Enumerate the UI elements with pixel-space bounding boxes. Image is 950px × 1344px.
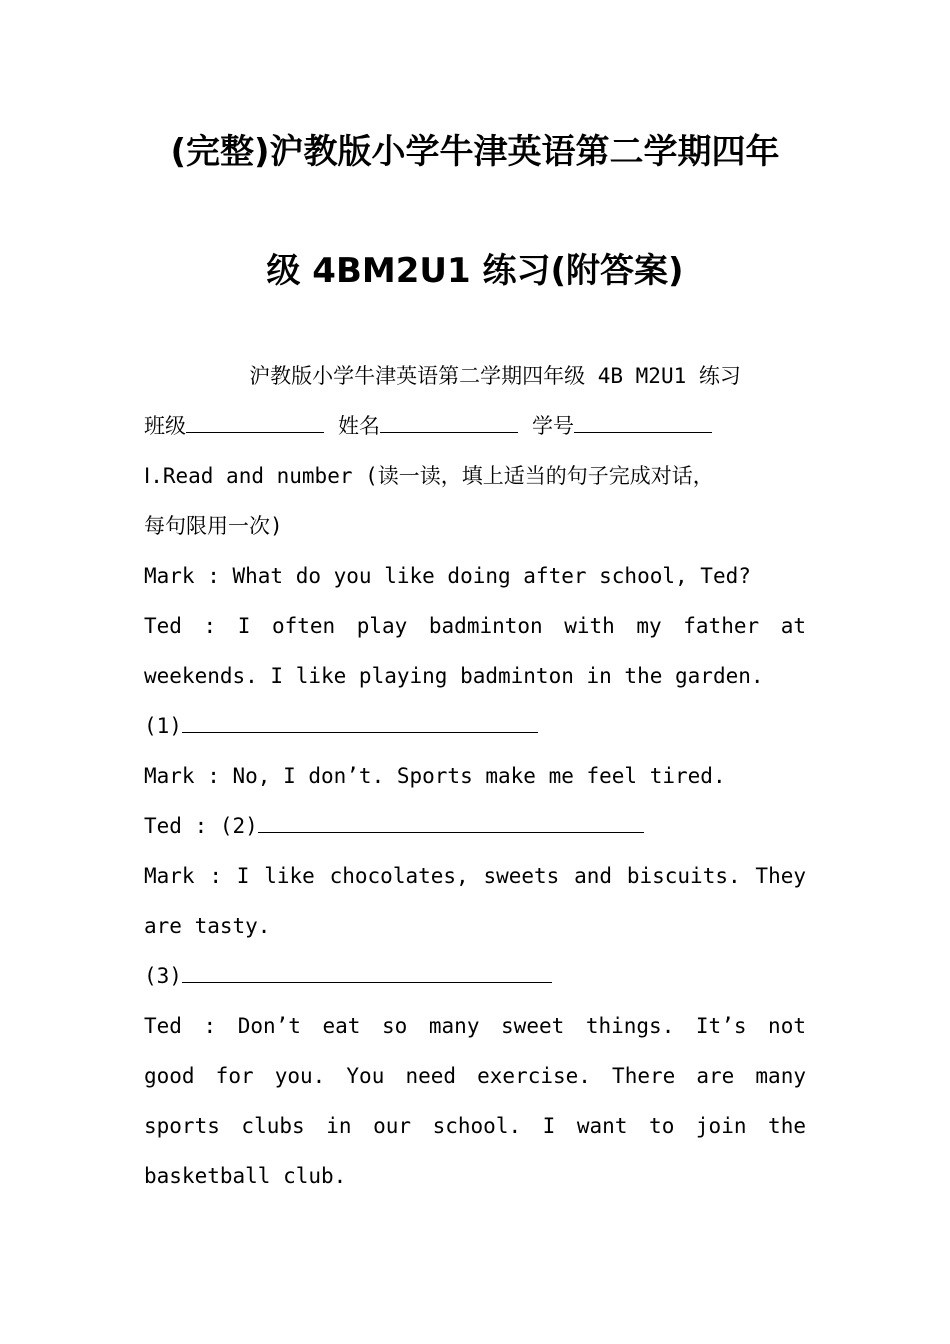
number-blank[interactable]: [574, 402, 712, 433]
dialogue-line: good for you. You need exercise. There are many: [144, 1064, 806, 1088]
class-blank[interactable]: [186, 402, 324, 433]
dialogue-blank-3-row: [144, 951, 806, 1001]
blank-1-label: (1): [144, 714, 182, 738]
document-body: [144, 351, 806, 1201]
number-label: 学号: [532, 414, 574, 438]
blank-3-label: (3): [144, 964, 182, 988]
dialogue-line: Mark : I like chocolates, sweets and biscuits. They: [144, 864, 806, 888]
student-info-row: [144, 401, 806, 451]
dialogue-blank-1-row: [144, 701, 806, 751]
dialogue-line: Ted : Don’t eat so many sweet things. It’s not: [144, 1014, 806, 1038]
answer-blank-3[interactable]: [182, 952, 552, 983]
answer-blank-2[interactable]: [258, 802, 644, 833]
dialogue-line: are tasty.: [144, 914, 271, 938]
section-1-heading: Ⅰ.Read and number (读一读，填上适当的句子完成对话，: [144, 464, 714, 488]
answer-blank-1[interactable]: [182, 702, 538, 733]
name-blank[interactable]: [380, 402, 518, 433]
document-title-line-1: (完整)沪教版小学牛津英语第二学期四年: [170, 132, 780, 172]
section-1-heading-cont: 每句限用一次): [144, 514, 283, 538]
dialogue-line: sports clubs in our school. I want to join the: [144, 1114, 806, 1138]
dialogue-blank-2-row: [144, 801, 806, 851]
dialogue-line: weekends. I like playing badminton in the garden.: [144, 664, 764, 688]
dialogue-line: Mark : No, I don’t. Sports make me feel tired.: [144, 764, 726, 788]
dialogue-line: Ted : I often play badminton with my father at: [144, 614, 806, 638]
document-title-line-2: 级 4BM2U1 练习(附答案): [266, 251, 684, 291]
dialogue-line: Mark : What do you like doing after school, Ted?: [144, 564, 751, 588]
exercise-subtitle: 沪教版小学牛津英语第二学期四年级 4B M2U1 练习: [249, 364, 741, 388]
dialogue-line: basketball club.: [144, 1164, 347, 1188]
class-label: 班级: [144, 414, 186, 438]
blank-2-label: Ted : (2): [144, 814, 258, 838]
name-label: 姓名: [338, 414, 380, 438]
